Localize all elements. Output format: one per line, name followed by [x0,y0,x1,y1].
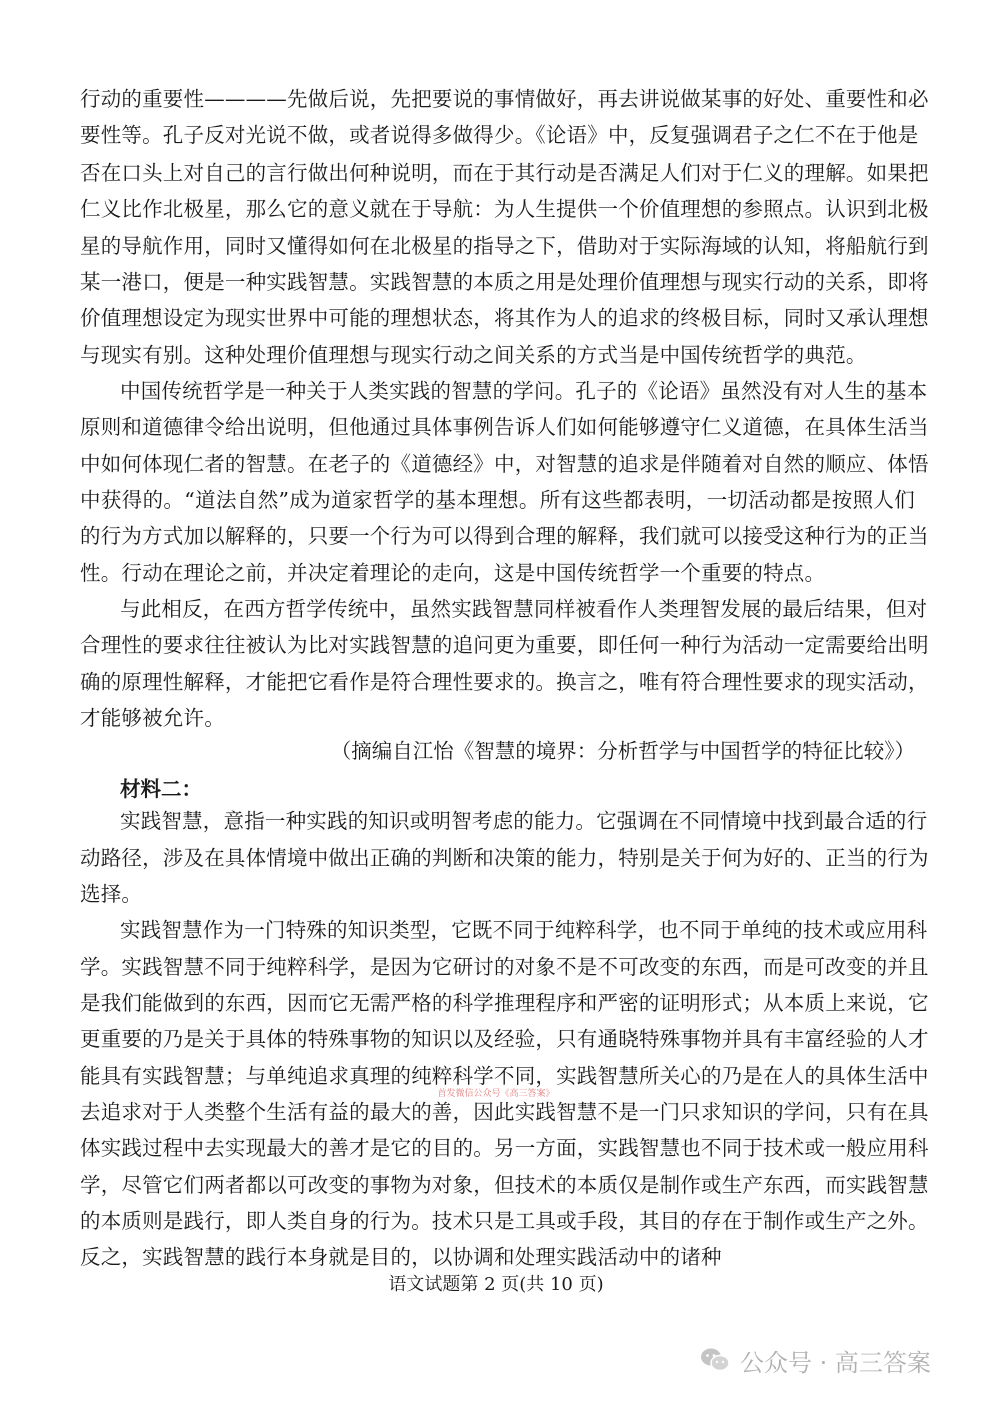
paragraph-line: 合理性的要求往往被认为比对实践智慧的追问更为重要，即任何一种行为活动一定需要给出明 [80,633,929,657]
paragraph-line: 动路径，涉及在具体情境中做出正确的判断和决策的能力，特别是关于何为好的、正当的行为 [80,846,929,870]
paragraph-line: 仁义比作北极星，那么它的意义就在于导航：为人生提供一个价值理想的参照点。认识到北极 [80,197,929,221]
paragraph-line: 中获得的。“道法自然”成为道家哲学的基本理想。所有这些都表明，一切活动都是按照人们 [80,488,915,512]
wechat-icon [700,1347,730,1373]
paragraph-line: 与现实有别。这种处理价值理想与现实行动之间关系的方式当是中国传统哲学的典范。 [80,343,867,367]
brand-label: 公众号 · 高三答案 [740,1348,931,1377]
paragraph-line: 否在口头上对自己的言行做出何种说明，而在于其行动是否满足人们对于仁义的理解。如果把 [80,161,929,185]
paragraph-line: 要性等。孔子反对光说不做，或者说得多做得少。《论语》中，反复强调君子之仁不在于他是 [80,123,919,147]
paragraph-line: 反之，实践智慧的践行本身就是目的，以协调和处理实践活动中的诸种 [80,1245,722,1269]
paragraph-line: 学。实践智慧不同于纯粹科学，是因为它研讨的对象不是不可改变的东西，而是可改变的并且 [80,955,929,979]
paragraph-line: 与此相反，在西方哲学传统中，虽然实践智慧同样被看作人类理智发展的最后结果，但对 [120,597,928,621]
page-footer: 语文试题第 2 页(共 10 页) [388,1274,604,1295]
paragraph-line: 体实践过程中去实现最大的善才是它的目的。另一方面，实践智慧也不同于技术或一般应用科 [80,1136,929,1160]
paragraph-line: 去追求对于人类整个生活有益的最大的善，因此实践智慧不是一门只求知识的学问，只有在具 [80,1100,929,1124]
wechat-brand-mark [700,1340,931,1380]
paragraph-line: 性。行动在理论之前，并决定着理论的走向，这是中国传统哲学一个重要的特点。 [80,561,826,585]
paragraph-line: 实践智慧作为一门特殊的知识类型，它既不同于纯粹科学，也不同于单纯的技术或应用科 [120,918,928,942]
paragraph-line: 的本质则是践行，即人类自身的行为。技术只是工具或手段，其目的存在于制作或生产之外。 [80,1209,929,1233]
source-citation: （摘编自江怡《智慧的境界：分析哲学与中国哲学的特征比较》） [330,739,915,763]
section-heading: 材料二： [120,777,202,801]
paragraph-line: 确的原理性解释，才能把它看作是符合理性要求的。换言之，唯有符合理性要求的现实活动， [80,670,929,694]
paragraph-line: 某一港口，便是一种实践智慧。实践智慧的本质之用是处理价值理想与现实行动的关系，即将 [80,270,929,294]
paragraph-line: 价值理想设定为现实世界中可能的理想状态，将其作为人的追求的终极目标，同时又承认理想 [80,306,929,330]
paragraph-line: 才能够被允许。 [80,706,225,730]
paragraph-line: 学，尽管它们两者都以可改变的事物为对象，但技术的本质仅是制作或生产东西，而实践智慧 [80,1173,929,1197]
paragraph-line: 能具有实践智慧；与单纯追求真理的纯粹科学不同，实践智慧所关心的乃是在人的具体生活中 [80,1064,929,1088]
paragraph-line: 实践智慧，意指一种实践的知识或明智考虑的能力。它强调在不同情境中找到最合适的行 [120,809,928,833]
paragraph-line: 是我们能做到的东西，因而它无需严格的科学推理程序和严密的证明形式；从本质上来说，它 [80,991,929,1015]
paragraph-line: 行动的重要性————先做后说，先把要说的事情做好，再去讲说做某事的好处、重要性和必 [80,87,929,111]
paragraph-line: 原则和道德律令给出说明，但他通过具体事例告诉人们如何能够遵守仁义道德，在具体生活当 [80,415,929,439]
paragraph-line: 选择。 [80,882,143,906]
paragraph-line: 星的导航作用，同时又懂得如何在北极星的指导之下，借助对于实际海域的认知，将船航行到 [80,234,929,258]
paragraph-line: 中国传统哲学是一种关于人类实践的智慧的学问。孔子的《论语》虽然没有对人生的基本 [120,379,928,403]
paragraph-line: 更重要的乃是关于具体的特殊事物的知识以及经验，只有通晓特殊事物并具有丰富经验的人才 [80,1027,929,1051]
paragraph-line: 中如何体现仁者的智慧。在老子的《道德经》中，对智慧的追求是伴随着对自然的顺应、体悟 [80,452,929,476]
watermark-text: 首发微信公众号《高三答案》 [437,1089,555,1099]
paragraph-line: 的行为方式加以解释的，只要一个行为可以得到合理的解释，我们就可以接受这种行为的正当 [80,524,929,548]
